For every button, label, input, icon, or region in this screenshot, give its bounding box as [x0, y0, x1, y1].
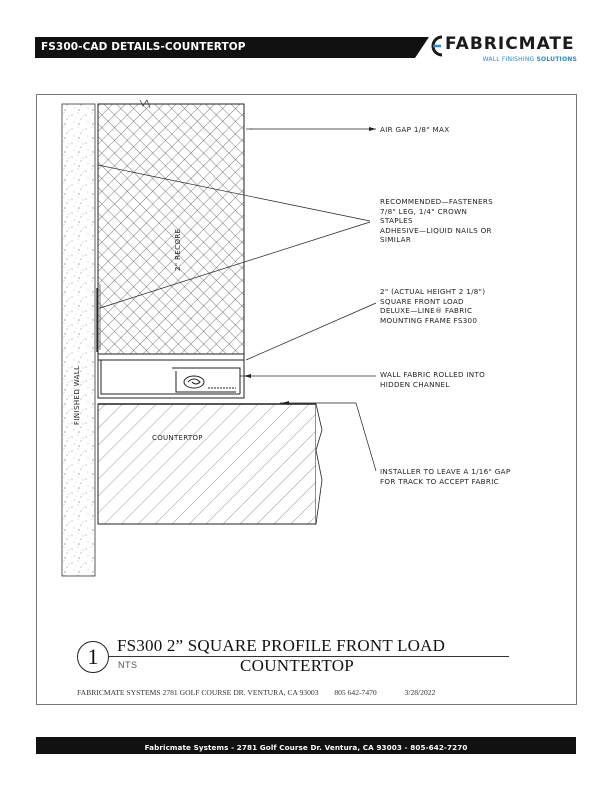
footer-bar: [36, 737, 576, 754]
logo-tagline: WALL FINISHING SOLUTIONS: [482, 56, 577, 63]
callout-fasteners: RECOMMENDED—FASTENERS 7/8" LEG, 1/4" CROWN STAPLES ADHESIVE—LIQUID NAILS OR SIMILAR: [380, 197, 493, 244]
callout-frame: 2" (ACTUAL HEIGHT 2 1/8") SQUARE FRONT LOAD DELUXE—LINE® FABRIC MOUNTING FRAME FS300: [380, 287, 486, 325]
detail-subtitle: COUNTERTOP: [240, 656, 355, 675]
logo-wordmark: FABRICMATE: [445, 34, 575, 54]
detail-number: 1: [77, 641, 109, 673]
header-title: FS300-CAD DETAILS-COUNTERTOP: [41, 41, 246, 53]
company-address: FABRICMATE SYSTEMS 2781 GOLF COURSE DR. VENTURA, CA 93003: [77, 688, 319, 697]
callout-air-gap: AIR GAP 1/8" MAX: [380, 125, 450, 134]
recore-panel: [98, 104, 244, 354]
scale-label: NTS: [118, 660, 138, 670]
company-phone: 805 642-7470: [334, 688, 377, 697]
recore-label: 2" RECORE: [174, 228, 182, 271]
footer-text: Fabricmate Systems - 2781 Golf Course Dr. Ventura, CA 93003 - 805-642-7270: [144, 743, 468, 752]
countertop-label: COUNTERTOP: [152, 434, 203, 442]
finished-wall: [62, 104, 95, 576]
finished-wall-label: FINISHED WALL: [73, 365, 81, 425]
drawing-date: 3/28/2022: [404, 688, 436, 697]
callout-fabric: WALL FABRIC ROLLED INTO HIDDEN CHANNEL: [380, 370, 486, 389]
countertop: [98, 404, 316, 524]
company-info: [77, 688, 435, 697]
mounting-frame: [98, 354, 244, 398]
callout-gap: INSTALLER TO LEAVE A 1/16" GAP FOR TRACK TO ACCEPT FABRIC: [380, 467, 511, 486]
detail-title: FS300 2” SQUARE PROFILE FRONT LOAD: [117, 636, 446, 655]
